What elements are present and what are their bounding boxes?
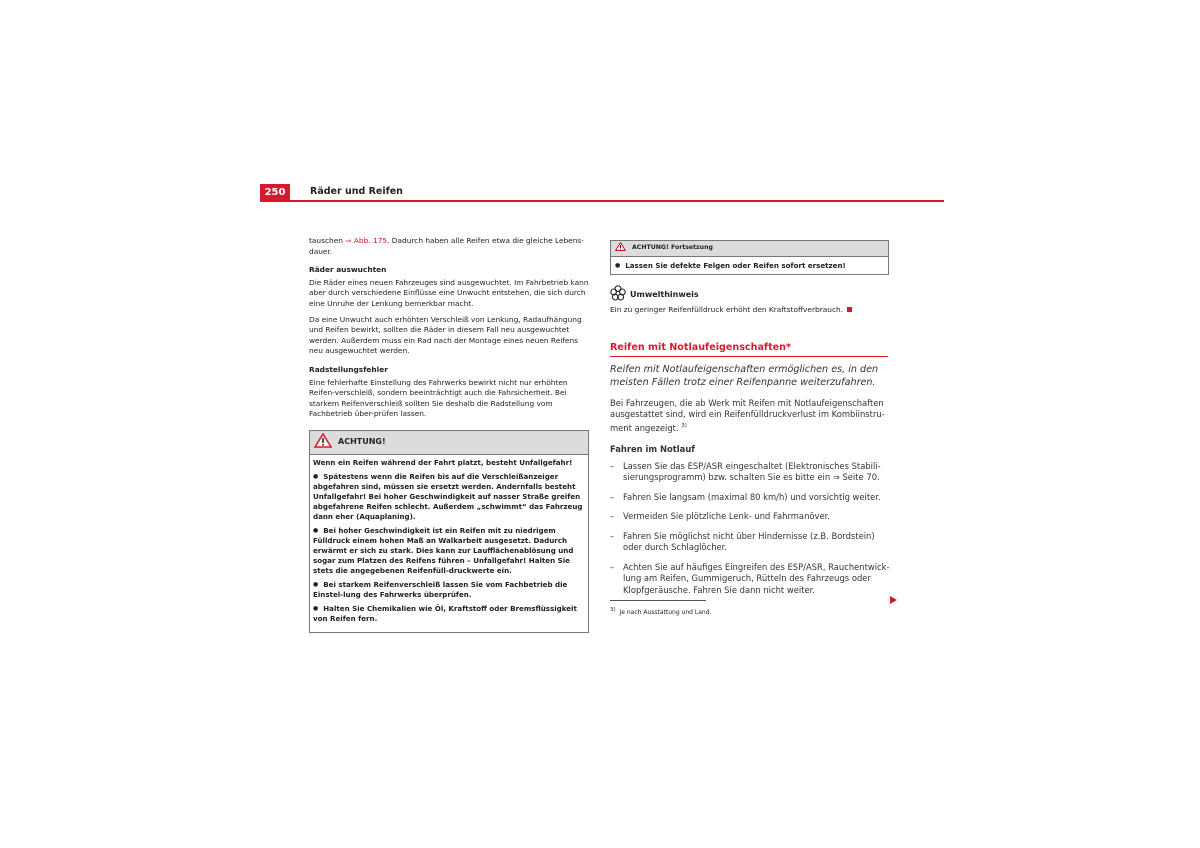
environment-note-text: [610, 305, 890, 316]
right-column: [610, 240, 890, 624]
list-item-text: Fahren Sie langsam (maximal 80 km/h) und vorsichtig weiter.: [623, 491, 881, 502]
warning-item: ● Bei hoher Geschwindigkeit ist ein Reifen mit zu niedrigem Fülldruck einem hohen Maß an Walkarbeit ausgesetzt. Dadurch erwärmt er sich zu stark. Dies kann zur Laufflächenablösung und sogar zum Platzen des Reifens führen – Unfallgefahr! Halten Sie stets die angegebenen Reifenfüll-druckwerte ein.: [313, 526, 585, 576]
lead-paragraph: Reifen mit Notlaufeigenschaften ermöglichen es, in den meisten Fällen trotz einer Reifenpanne weiterzufahren.: [610, 363, 879, 389]
warning-item: ● Lassen Sie defekte Felgen oder Reifen sofort ersetzen!: [615, 261, 884, 271]
section-heading-runflat: Reifen mit Notlaufeigenschaften*: [610, 343, 888, 357]
footnote-mark: 3): [610, 607, 616, 614]
paragraph-text: Bei Fahrzeugen, die ab Werk mit Reifen mit Notlaufeigenschaften ausgestattet sind, wird ein Reifenfülldruckverlust im Kombiinstru-ment angezeigt.: [610, 397, 885, 433]
section-heading-balancing: Räder auswuchten: [309, 265, 387, 275]
environment-note-title: Umwelthinweis: [630, 289, 699, 299]
figure-link[interactable]: Abb. 175: [351, 236, 388, 245]
left-column: [309, 236, 589, 633]
dash-list: [610, 461, 890, 597]
paragraph: Da eine Unwucht auch erhöhten Verschleiß von Lenkung, Radaufhängung und Reifen bewirkt, sollten die Räder in diesem Fall neu ausgewuchtet werden. Außerdem muss ein Rad nach der Montage eines neuen Reifens neu ausgewuchtet werden.: [309, 314, 582, 356]
footnote-rule: [610, 600, 706, 601]
warning-continued-title: ACHTUNG! Fortsetzung: [632, 244, 713, 252]
footnote: [610, 605, 890, 619]
warning-title: ACHTUNG!: [338, 437, 386, 447]
list-item-text: Achten Sie auf häufiges Eingreifen des ESP/ASR, Rauchentwick-lung am Reifen, Gummigeruch, Rütteln des Fahrzeugs oder Klopfgeräusche. Fahren Sie dann nicht weiter.: [623, 561, 890, 595]
warning-box: [309, 430, 589, 633]
intro-text: tauschen: [309, 236, 346, 245]
ref-arrow-icon: ⇒: [345, 236, 352, 245]
footnote-ref: 3): [681, 422, 687, 429]
dash-marker: –: [610, 460, 615, 471]
intro-paragraph: [309, 236, 589, 257]
environment-text: Ein zu geringer Reifenfülldruck erhöht den Kraftstoffverbrauch.: [610, 304, 844, 314]
warning-lead: Wenn ein Reifen während der Fahrt platzt, besteht Unfallgefahr!: [313, 457, 573, 467]
warning-item: ● Spätestens wenn die Reifen bis auf die Verschleißanzeiger abgefahren sind, müssen sie ersetzt werden. Andernfalls besteht Unfallgefahr! Bei hoher Geschwindigkeit auf nasser Straße greifen abgefahrene Reifen schlecht. Außerdem „schwimmt“ das Fahrzeug dann eher (Aquaplaning).: [313, 472, 585, 522]
list-item: [610, 562, 890, 597]
footnote-text: Je nach Ausstattung und Land.: [619, 609, 712, 617]
chapter-title: Räder und Reifen: [310, 186, 403, 197]
warning-continued-body: [611, 257, 888, 274]
header-rule: [260, 200, 944, 202]
paragraph: Die Räder eines neuen Fahrzeuges sind ausgewuchtet. Im Fahrbetrieb kann aber durch verschiedene Einflüsse eine Unwucht entstehen, die sich durch eine Unruhe der Lenkung bemerkbar macht.: [309, 277, 589, 308]
list-item: [610, 492, 890, 504]
warning-item: ● Bei starkem Reifenverschleiß lassen Sie vom Fachbetrieb die Einstel-lung des Fahrwerks überprüfen.: [313, 580, 585, 600]
warning-continued-header: [611, 241, 888, 257]
list-item: [610, 461, 890, 484]
page-number: 250: [260, 184, 290, 201]
sub-heading-runflat-driving: Fahren im Notlauf: [610, 444, 695, 455]
dash-marker: –: [610, 530, 615, 541]
list-item-text: Lassen Sie das ESP/ASR eingeschaltet (Elektronisches Stabili-sierungsprogramm) bzw. schalten Sie es bitte ein ⇒ Seite 70.: [623, 460, 881, 483]
warning-item: ● Halten Sie Chemikalien wie Öl, Kraftstoff oder Bremsflüssigkeit von Reifen fern.: [313, 604, 585, 624]
list-item-text: Fahren Sie möglichst nicht über Hindernisse (z.B. Bordstein) oder durch Schlaglöcher.: [623, 530, 875, 553]
warning-continued-box: [610, 240, 889, 275]
continue-arrow-icon: [890, 596, 897, 604]
list-item: [610, 531, 890, 554]
paragraph: [610, 398, 890, 434]
section-heading-alignment: Radstellungsfehler: [309, 364, 388, 374]
environment-note-header: [610, 285, 890, 305]
warning-triangle-icon: [615, 242, 626, 256]
dash-marker: –: [610, 561, 615, 572]
warning-triangle-icon: [314, 433, 332, 452]
dash-marker: –: [610, 491, 615, 502]
flower-icon: [610, 285, 626, 305]
dash-marker: –: [610, 511, 615, 522]
paragraph: Eine fehlerhafte Einstellung des Fahrwerks bewirkt nicht nur erhöhten Reifen-verschleiß, sondern beeinträchtigt auch die Fahrsicherheit. Bei starkem Reifenverschleiß sollten Sie deshalb die Radstellung vom Fachbetrieb über-prüfen lassen.: [309, 377, 568, 419]
page-header: [260, 184, 944, 202]
end-marker-icon: [847, 307, 852, 312]
warning-body: [310, 455, 588, 632]
intro-text-end: . Dadurch haben alle Reifen etwa die gleiche Lebens-dauer.: [309, 236, 584, 256]
list-item-text: Vermeiden Sie plötzliche Lenk- und Fahrmanöver.: [623, 511, 830, 522]
warning-header: [310, 431, 588, 455]
list-item: [610, 511, 890, 523]
